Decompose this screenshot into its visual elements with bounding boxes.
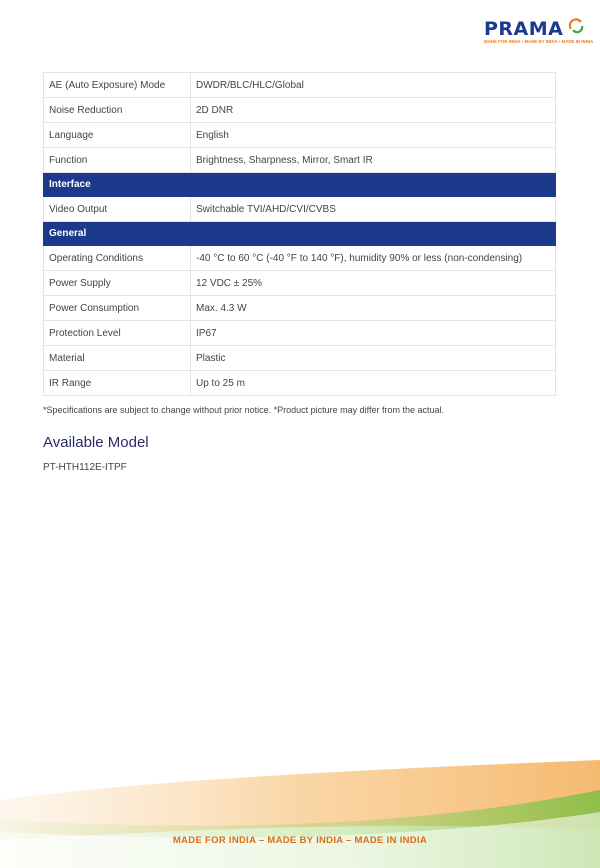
spec-value: DWDR/BLC/HLC/Global xyxy=(191,73,556,98)
spec-label: Material xyxy=(44,346,191,371)
spec-row xyxy=(44,346,556,371)
spec-label: AE (Auto Exposure) Mode xyxy=(44,73,191,98)
spec-label: Power Consumption xyxy=(44,296,191,321)
spec-row xyxy=(44,73,556,98)
spec-value: 12 VDC ± 25% xyxy=(191,271,556,296)
spec-table xyxy=(43,72,556,396)
section-header-row xyxy=(44,222,556,246)
spec-row xyxy=(44,197,556,222)
spec-value: English xyxy=(191,123,556,148)
section-header: Interface xyxy=(44,173,556,197)
spec-label: Operating Conditions xyxy=(44,246,191,271)
brand-swoosh-icon xyxy=(568,18,584,34)
spec-value: Switchable TVI/AHD/CVI/CVBS xyxy=(191,197,556,222)
spec-value: -40 °C to 60 °C (-40 °F to 140 °F), humidity 90% or less (non-condensing) xyxy=(191,246,556,271)
available-model-value: PT-HTH112E-ITPF xyxy=(43,462,127,473)
section-header: General xyxy=(44,222,556,246)
spec-row xyxy=(44,98,556,123)
spec-row xyxy=(44,296,556,321)
footnote: *Specifications are subject to change without prior notice. *Product picture may differ from the actual. xyxy=(43,405,445,415)
brand-tagline: MADE FOR INDIA • MADE BY INDIA • MADE IN INDIA xyxy=(484,39,594,44)
brand-name: PRAMA xyxy=(484,18,564,40)
spec-value: Max. 4.3 W xyxy=(191,296,556,321)
spec-value: 2D DNR xyxy=(191,98,556,123)
section-header-row xyxy=(44,173,556,197)
spec-row xyxy=(44,371,556,396)
spec-row xyxy=(44,246,556,271)
spec-label: Video Output xyxy=(44,197,191,222)
spec-label: IR Range xyxy=(44,371,191,396)
spec-row xyxy=(44,123,556,148)
footer-tagline: MADE FOR INDIA – MADE BY INDIA – MADE IN INDIA xyxy=(172,835,428,846)
available-model-heading: Available Model xyxy=(43,434,149,451)
spec-label: Protection Level xyxy=(44,321,191,346)
spec-value: IP67 xyxy=(191,321,556,346)
spec-value: Plastic xyxy=(191,346,556,371)
spec-label: Function xyxy=(44,148,191,173)
spec-label: Noise Reduction xyxy=(44,98,191,123)
spec-row xyxy=(44,321,556,346)
spec-row xyxy=(44,271,556,296)
spec-label: Power Supply xyxy=(44,271,191,296)
spec-value: Brightness, Sharpness, Mirror, Smart IR xyxy=(191,148,556,173)
spec-row xyxy=(44,148,556,173)
spec-table-body xyxy=(44,73,556,396)
footer-decoration xyxy=(0,760,600,868)
spec-label: Language xyxy=(44,123,191,148)
brand-logo xyxy=(484,18,594,50)
spec-value: Up to 25 m xyxy=(191,371,556,396)
